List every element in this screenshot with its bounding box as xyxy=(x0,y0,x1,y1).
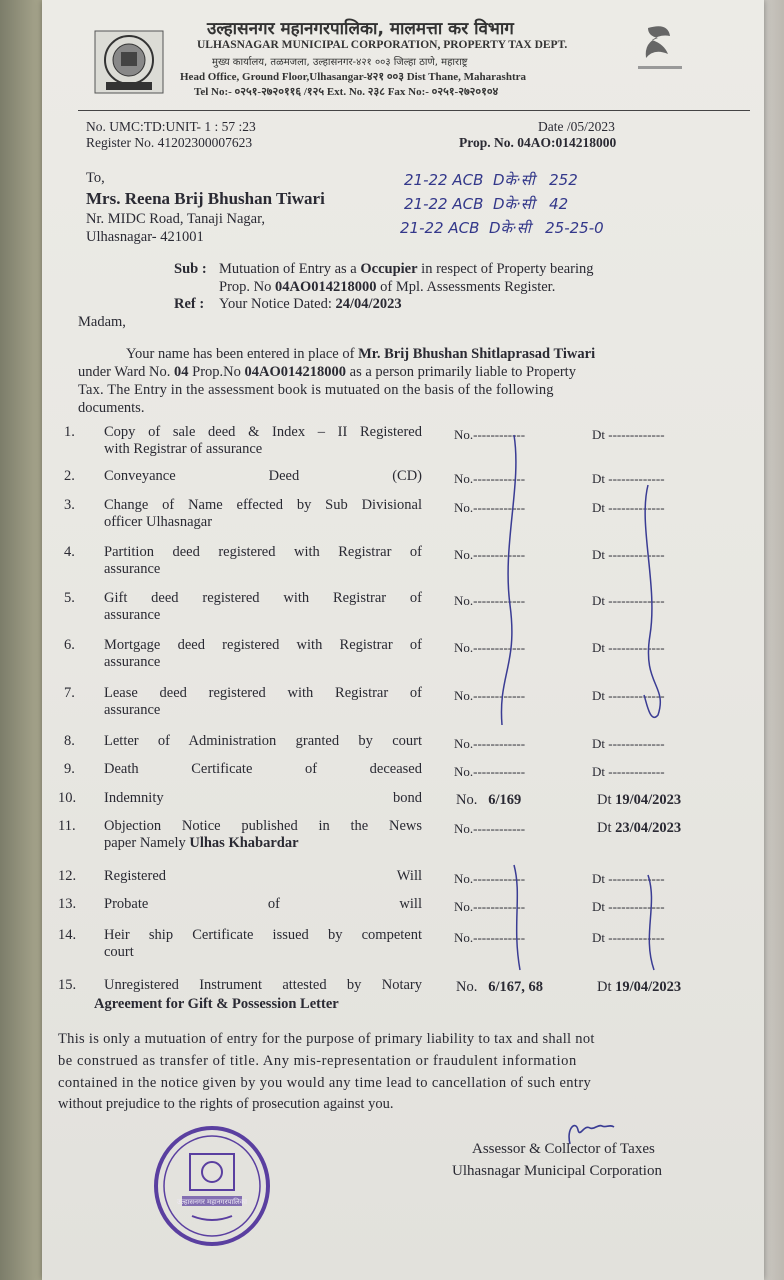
reference-line: Your Notice Dated: 24/04/2023 xyxy=(219,296,402,312)
hindi-title: उल्हासनगर महानगरपालिका, मालमत्ता कर विभाग xyxy=(207,19,514,39)
ink-strikes xyxy=(462,425,692,985)
item-title-line-1: Registered Will xyxy=(104,868,422,884)
item-title-line-2: court xyxy=(104,944,134,960)
item-date-field: Dt ------------- xyxy=(592,640,665,655)
item-date-field: Dt ------------- xyxy=(592,871,665,886)
item-number: 2. xyxy=(64,468,75,484)
item-number: 5. xyxy=(64,590,75,606)
item-date-field: Dt ------------- xyxy=(592,471,665,486)
body-line-4: documents. xyxy=(78,400,145,416)
address-line-1: Nr. MIDC Road, Tanaji Nagar, xyxy=(86,211,265,227)
footer-line-2: be construed as transfer of title. Any mis-representation or fraudulent information xyxy=(58,1053,577,1069)
item-number: 3. xyxy=(64,497,75,513)
signatory-title: Assessor & Collector of Taxes xyxy=(472,1141,655,1157)
item-title-line-2: assurance xyxy=(104,561,161,577)
item-title-line-1: Indemnity bond xyxy=(104,790,422,806)
handwritten-note-2: 21-22 ACB Dके·सी 42 xyxy=(404,195,569,213)
item-date-field: Dt ------------- xyxy=(592,899,665,914)
item-date-field: Dt 19/04/2023 xyxy=(597,979,682,995)
item-number: 4. xyxy=(64,544,75,560)
swachh-logo-icon xyxy=(630,18,690,78)
item-number-field: No.------------ xyxy=(454,688,526,703)
item-date-field: Dt ------------- xyxy=(592,500,665,515)
item-number-field: No.------------ xyxy=(454,930,526,945)
item-date-field: Dt ------------- xyxy=(592,736,665,751)
item-date-field: Dt ------------- xyxy=(592,930,665,945)
item-number-field: No.------------ xyxy=(454,640,526,655)
ref-label: Ref : xyxy=(174,296,205,312)
body-line-3: Tax. The Entry in the assessment book is mutuated on the basis of the following xyxy=(78,382,554,398)
property-number: Prop. No. 04AO:014218000 xyxy=(459,135,617,150)
item-number-field: No.------------ xyxy=(454,736,526,751)
item-title-line-1: Death Certificate of deceased xyxy=(104,761,422,777)
handwritten-note-3: 21-22 ACB Dके·सी 25-25-0 xyxy=(400,219,604,237)
item-title-line-1: Gift deed registered with Registrar of xyxy=(104,590,422,606)
footer-line-4: without prejudice to the rights of prosecution against you. xyxy=(58,1096,394,1112)
letter-date: Date /05/2023 xyxy=(538,119,615,134)
english-title: ULHASNAGAR MUNICIPAL CORPORATION, PROPERTY TAX DEPT. xyxy=(197,39,568,51)
item-number-field: No. 6/167, 68 xyxy=(456,979,544,995)
head-office-address: Head Office, Ground Floor,Ulhasangar-४२१ ००३ Dist Thane, Maharashtra xyxy=(180,71,526,83)
subject-line-1: Mutuation of Entry as a Occupier in respect of Property bearing xyxy=(219,261,594,277)
item-number: 1. xyxy=(64,424,75,440)
footer-line-3: contained in the notice given by you would any time lead to cancellation of such entry xyxy=(58,1075,592,1091)
umc-emblem-icon xyxy=(94,30,164,94)
item-number-field: No.------------ xyxy=(454,593,526,608)
item-date-field: Dt 23/04/2023 xyxy=(597,820,682,836)
item-title-line-1: Conveyance Deed (CD) xyxy=(104,468,422,484)
item-title-line-1: Partition deed registered with Registrar of xyxy=(104,544,422,560)
item-number: 14. xyxy=(58,927,77,943)
item-title-line-1: Probate of will xyxy=(104,896,422,912)
item-date-field: Dt 19/04/2023 xyxy=(597,792,682,808)
item-number: 10. xyxy=(58,790,77,806)
item-number-field: No.------------ xyxy=(454,764,526,779)
item-title-line-1: Copy of sale deed & Index – II Registered xyxy=(104,424,422,440)
signatory-organization: Ulhasnagar Municipal Corporation xyxy=(452,1163,662,1179)
footer-line-1: This is only a mutuation of entry for the purpose of primary liability to tax and shall not xyxy=(58,1031,595,1047)
item-title-line-2: assurance xyxy=(104,654,161,670)
handwritten-note-1: 21-22 ACB Dके·सी 252 xyxy=(404,171,578,189)
item-date-field: Dt ------------- xyxy=(592,427,665,442)
item-number: 9. xyxy=(64,761,75,777)
subject-line-2: Prop. No 04AO014218000 of Mpl. Assessments Register. xyxy=(219,279,556,295)
item-title-line-1: Unregistered Instrument attested by Notary xyxy=(104,977,422,993)
item-title-line-1: Letter of Administration granted by court xyxy=(104,733,422,749)
body-line-2: under Ward No. 04 Prop.No 04AO014218000 as a person primarily liable to Property xyxy=(78,364,576,380)
item-number: 8. xyxy=(64,733,75,749)
register-number: Register No. 41202300007623 xyxy=(86,135,253,150)
item-number-field: No.------------ xyxy=(454,871,526,886)
item-number: 12. xyxy=(58,868,77,884)
item-title-line-2: with Registrar of assurance xyxy=(104,441,263,457)
item-number-field: No.------------ xyxy=(454,500,526,515)
item-title-line-2: assurance xyxy=(104,702,161,718)
hindi-address: मुख्य कार्यालय, तळमजला, उल्हासनगर-४२१ ००३ जिल्हा ठाणे, महाराष्ट्र xyxy=(212,57,468,68)
salutation: Madam, xyxy=(78,314,126,330)
sub-label: Sub : xyxy=(174,261,207,277)
item-number: 13. xyxy=(58,896,77,912)
reference-number: No. UMC:TD:UNIT- 1 : 57 :23 xyxy=(86,119,256,134)
item-title-line-1: Change of Name effected by Sub Divisional xyxy=(104,497,422,513)
item-title-line-1: Lease deed registered with Registrar of xyxy=(104,685,422,701)
item-number-field: No.------------ xyxy=(454,427,526,442)
item-title-line-2: assurance xyxy=(104,607,161,623)
item-number: 15. xyxy=(58,977,77,993)
letter-page xyxy=(42,0,764,1280)
item-number-field: No.------------ xyxy=(454,547,526,562)
item-date-field: Dt ------------- xyxy=(592,764,665,779)
body-line-1: Your name has been entered in place of Mr. Brij Bhushan Shitlaprasad Tiwari xyxy=(126,346,596,362)
item-number-field: No.------------ xyxy=(454,471,526,486)
item-title-line-2: paper Namely Ulhas Khabardar xyxy=(104,835,299,851)
seal-text: उल्हासनगर महानगरपालिका xyxy=(177,1198,247,1206)
header-divider xyxy=(78,110,750,111)
item-number-field: No.------------ xyxy=(454,821,526,836)
item-number-field: No. 6/169 xyxy=(456,792,522,808)
item-number: 7. xyxy=(64,685,75,701)
to-label: To, xyxy=(86,170,105,186)
item-number-field: No.------------ xyxy=(454,899,526,914)
item-title-line-1: Mortgage deed registered with Registrar of xyxy=(104,637,422,653)
item-number: 11. xyxy=(58,818,76,834)
item-title-line-2: officer Ulhasnagar xyxy=(104,514,213,530)
item-date-field: Dt ------------- xyxy=(592,593,665,608)
address-line-2: Ulhasnagar- 421001 xyxy=(86,229,204,245)
item-title-line-2: Agreement for Gift & Possession Letter xyxy=(94,996,339,1012)
item-title-line-1: Heir ship Certificate issued by competent xyxy=(104,927,422,943)
item-title-line-1: Objection Notice published in the News xyxy=(104,818,422,834)
item-date-field: Dt ------------- xyxy=(592,547,665,562)
item-number: 6. xyxy=(64,637,75,653)
official-seal xyxy=(152,1124,272,1248)
addressee-name: Mrs. Reena Brij Bhushan Tiwari xyxy=(86,189,325,208)
telephone-line: Tel No:- ०२५१-२७२०११६ /१२५ Ext. No. २३८ Fax No:- ०२५१-२७२०१०४ xyxy=(194,86,499,98)
item-date-field: Dt ------------- xyxy=(592,688,665,703)
